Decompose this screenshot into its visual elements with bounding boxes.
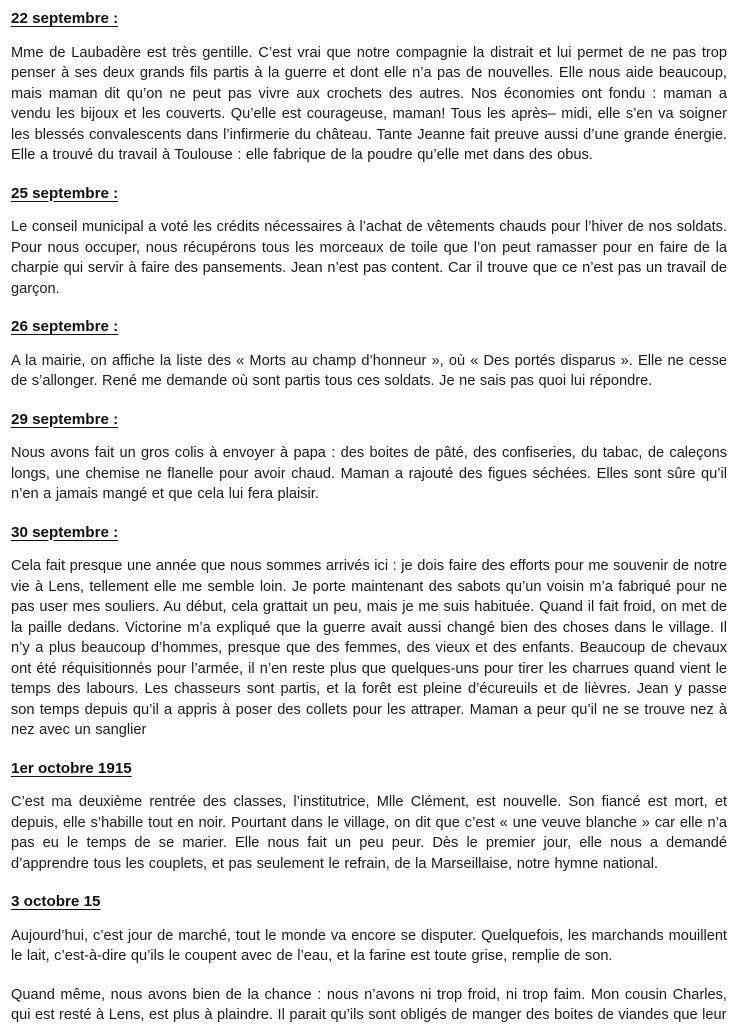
diary-entry-29-septembre bbox=[11, 410, 727, 505]
diary-entry-3-octobre bbox=[11, 892, 727, 1024]
entry-paragraph: Aujourd’hui, c’est jour de marché, tout le monde va encore se disputer. Quelquefois, les marchands mouillent le lait, c’est-à-dire qu’ils le coupent avec de l’eau, et la farine est toute grise, remplie de son. bbox=[11, 927, 727, 964]
entry-date-heading: 29 septembre : bbox=[11, 410, 119, 428]
diary-entry-26-septembre bbox=[11, 317, 727, 392]
entry-paragraph: Quand même, nous avons bien de la chance : nous n’avons ni trop froid, ni trop faim. Mon cousin Charles, qui est resté à Lens, est plus à plaindre. Il parait qu’ils sont obligés de manger des boites de viandes que leur bbox=[11, 986, 727, 1023]
entry-date-heading: 22 septembre : bbox=[11, 10, 119, 27]
diary-entry-25-septembre bbox=[11, 184, 727, 300]
entry-date-heading: 30 septembre : bbox=[11, 523, 119, 541]
entry-date-heading: 25 septembre : bbox=[11, 184, 119, 202]
entry-date-heading: 1er octobre 1915 bbox=[11, 759, 132, 777]
diary-entry-22-septembre bbox=[11, 9, 727, 166]
entry-paragraph: C’est ma deuxième rentrée des classes, l’institutrice, Mlle Clément, est nouvelle. Son fiancé est mort, et depuis, elle s’habille tout en noir. Pourtant dans le village, on dit que c’est « une veuve blanche » car elle n’a pas eu le temps de se marier. Elle nous fait un peu peur. Dès le premier jour, elle nous a demandé d’apprendre tous les couplets, et pas seulement le refrain, de la Marseillaise, notre hymne national. bbox=[11, 794, 727, 872]
entry-paragraph: Le conseil municipal a voté les crédits nécessaires à l’achat de vêtements chauds pour l’hiver de nos soldats. Pour nous occuper, nous récupérons tous les morceaux de toile que l’on peut ramasser pour en faire de la charpie qui servir à faire des pansements. Jean n’est pas content. Car il trouve que ce n’est pas un travail de garçon. bbox=[11, 219, 727, 297]
diary-entry-30-septembre bbox=[11, 523, 727, 741]
entry-paragraph: Nous avons fait un gros colis à envoyer à papa : des boites de pâté, des confiseries, du tabac, de caleçons longs, une chemise ne flanelle pour avoir chaud. Maman a rajouté des figues séchées. Elles sont sûre qu’il n’en a jamais mangé et que cela lui fera plaisir. bbox=[11, 445, 727, 502]
entry-paragraph: A la mairie, on affiche la liste des « Morts au champ d’honneur », où « Des portés disparus ». Elle ne cesse de s’allonger. René me demande où sont partis tous ces soldats. Je ne sais pas quoi lui répondre. bbox=[11, 352, 727, 389]
entry-paragraph: Mme de Laubadère est très gentille. C’est vrai que notre compagnie la distrait et lui permet de ne pas trop penser à ses deux grands fils partis à la guerre et dont elle n’a pas de nouvelles. Elle nous aide beaucoup, mais maman dit qu’on ne peut pas vivre aux crochets des autres. Nos économies ont fondu : maman a vendu les bijoux et les couverts. Qu’elle est courageuse, maman! Tous les après– midi, elle s’en va soigner les blessés convalescents dans l’infirmerie du château. Tante Jeanne fait preuve aussi d’une grande énergie. Elle a trouvé du travail à Toulouse : elle fabrique de la poudre qu’elle met dans des obus. bbox=[11, 44, 727, 163]
entry-date-heading: 3 octobre 15 bbox=[11, 893, 101, 910]
entry-date-heading: 26 septembre : bbox=[11, 318, 119, 335]
diary-entry-1er-octobre bbox=[11, 759, 727, 875]
entry-paragraph: Cela fait presque une année que nous sommes arrivés ici : je dois faire des efforts pour me souvenir de notre vie à Lens, tellement elle me semble loin. Je porte maintenant des sabots qu’un voisin m’a fabriqué pour ne pas user mes souliers. Au début, cela grattait un peu, mais je me suis habituée. Quand il fait froid, on met de la paille dedans. Victorine m’a expliqué que la guerre avait aussi changé bien des choses dans le village. Il n’y a plus beaucoup d’hommes, presque que des femmes, des vieux et des enfants. Beaucoup de chevaux ont été réquisitionnés pour l’armée, il n’en reste plus que quelques-uns pour tirer les charrues quand vient le temps des labours. Les chasseurs sont partis, et la forêt est pleine d’écureuils et de lièvres. Jean y passe son temps depuis qu’il a appris à poser des collets pour les attraper. Maman a peur qu’il ne se trouve nez à nez avec un sanglier bbox=[11, 558, 727, 738]
